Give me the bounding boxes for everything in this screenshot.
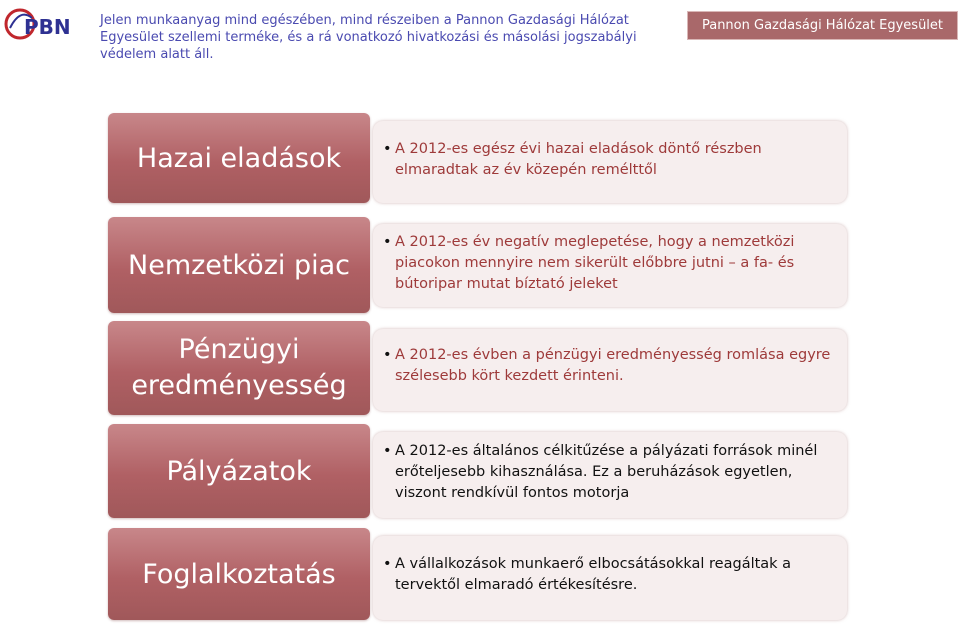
label-text: Foglalkoztatás	[142, 558, 336, 590]
copyright-notice: Jelen munkaanyag mind egészében, mind részeiben a Pannon Gazdasági Hálózat Egyesület szellemi terméke, és a rá vonatkozó hivatkozási és másolási jogszabályi védelem alatt áll.	[100, 13, 637, 62]
row-hazai-eladasok	[108, 113, 848, 203]
bullet-item	[383, 554, 837, 596]
label-text: Nemzetközi piac	[128, 249, 350, 281]
bullet-text: A 2012-es év negatív meglepetése, hogy a nemzetközi piacokon mennyire nem sikerült előbbre jutni – a fa- és bútoripar mutat bíztató jeleket	[395, 234, 795, 292]
logo-text: PBN	[24, 15, 71, 39]
bullet-text: A 2012-es egész évi hazai eladások döntő részben elmaradtak az év közepén remélttől	[395, 141, 762, 178]
label-hazai-eladasok	[108, 113, 370, 203]
bullet-dot-icon: •	[383, 556, 392, 572]
label-foglalkoztatas	[108, 528, 370, 620]
pbn-logo	[4, 4, 76, 44]
bullet-dot-icon: •	[383, 347, 392, 363]
label-text: Hazai eladások	[136, 142, 342, 174]
label-text-line1: Pénzügyi	[178, 334, 300, 365]
bullet-item	[383, 345, 837, 387]
label-text: Pályázatok	[166, 455, 312, 487]
bullet-dot-icon: •	[383, 141, 392, 157]
organization-badge: Pannon Gazdasági Hálózat Egyesület	[687, 11, 958, 40]
content-palyazatok	[373, 432, 847, 518]
content-hazai-eladasok	[373, 121, 847, 203]
bullet-item	[383, 441, 837, 504]
bullet-text: A 2012-es évben a pénzügyi eredményesség romlása egyre szélesebb kört kezdett érinteni.	[395, 347, 831, 384]
bullet-text: A vállalkozások munkaerő elbocsátásokkal reagáltak a tervektől elmaradó értékesítésre.	[395, 556, 792, 593]
row-nemzetkozi-piac	[108, 217, 848, 313]
label-palyazatok	[108, 424, 370, 518]
bullet-dot-icon: •	[383, 443, 392, 459]
row-palyazatok	[108, 424, 848, 518]
label-nemzetkozi-piac	[108, 217, 370, 313]
label-text-line2: eredményesség	[131, 370, 347, 401]
label-penzugyi-eredmenyesseg	[108, 321, 370, 415]
content-nemzetkozi-piac	[373, 224, 847, 307]
header	[0, 0, 960, 62]
content-penzugyi-eredmenyesseg	[373, 329, 847, 411]
bullet-dot-icon: •	[383, 234, 392, 250]
content-foglalkoztatas	[373, 536, 847, 620]
bullet-text: A 2012-es általános célkitűzése a pályázati források minél erőteljesebb kihasználása. Ez a beruházások egyetlen, viszont rendkívül fontos motorja	[395, 443, 818, 501]
bullet-item	[383, 232, 837, 295]
row-penzugyi-eredmenyesseg	[108, 321, 848, 415]
bullet-item	[383, 139, 837, 181]
row-foglalkoztatas	[108, 528, 848, 620]
